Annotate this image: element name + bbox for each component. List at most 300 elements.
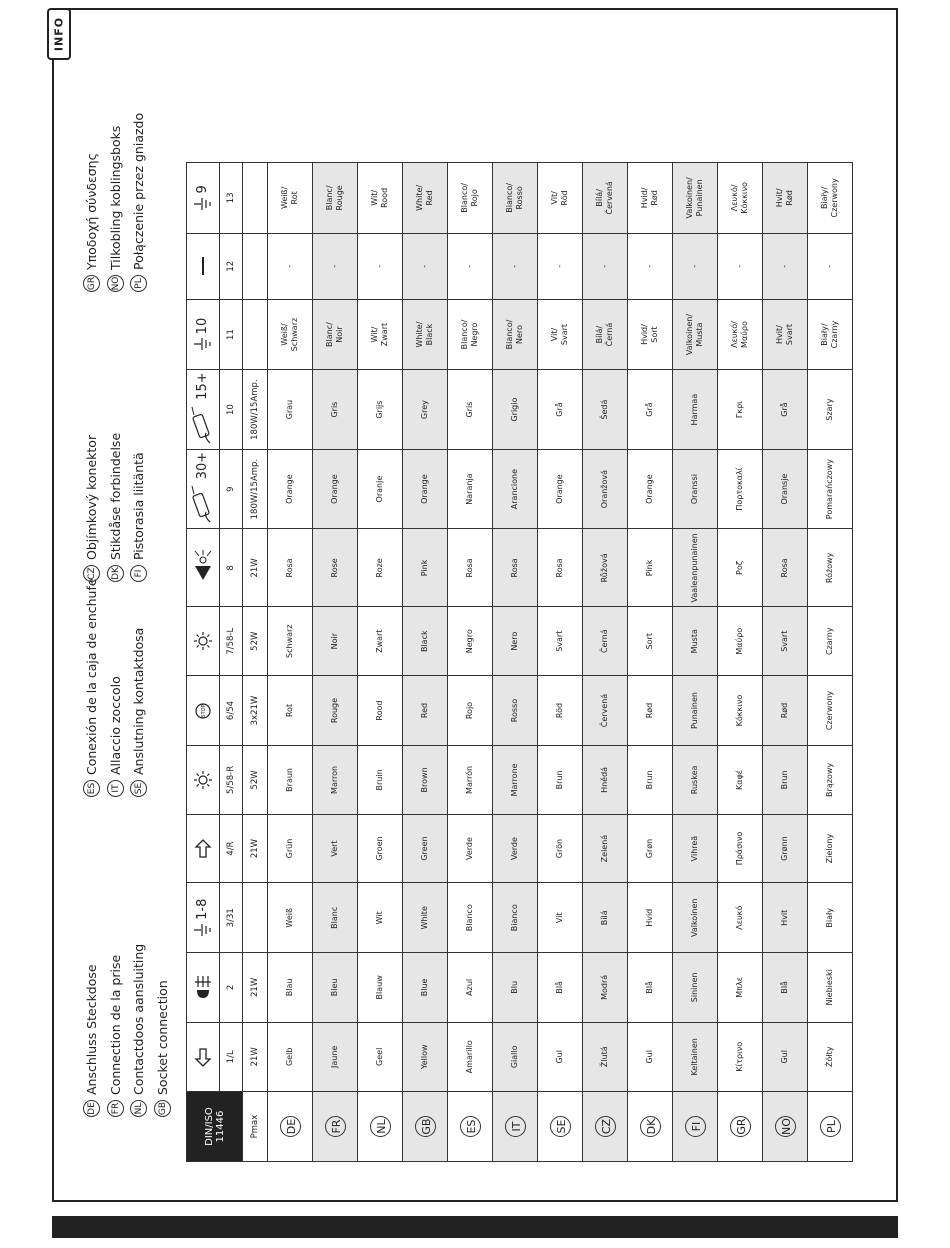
legend-text: Stikdåse forbindelse (107, 432, 123, 560)
color-cell: Ruskea (673, 746, 718, 815)
table-row (358, 163, 403, 1162)
table-corner (187, 1092, 243, 1162)
legend-item (104, 944, 128, 1117)
color-cell: Brązowy (808, 746, 853, 815)
color-cell: Weiß/ Rot (268, 163, 313, 234)
color-cell: Gul (763, 1022, 808, 1092)
pmax-cell (243, 299, 268, 370)
color-cell: Weiß/ Schwarz (268, 299, 313, 370)
color-cell: - (268, 233, 313, 299)
color-cell: Keltainen (673, 1022, 718, 1092)
symbol-label: 10 (195, 317, 210, 335)
sun-icon (193, 630, 213, 652)
symbol-cell (187, 449, 220, 529)
pin-cell: 13 (220, 163, 243, 234)
country-badge: DK (107, 565, 124, 582)
color-cell: - (448, 233, 493, 299)
color-cell: - (763, 233, 808, 299)
pmax-cell: 180W/15Amp. (243, 449, 268, 529)
color-cell: Bílá/ Černá (583, 299, 628, 370)
country-badge: GB (415, 1116, 436, 1137)
stop-light-icon (193, 700, 213, 722)
country-badge: CZ (595, 1116, 616, 1137)
color-cell: Blue (403, 953, 448, 1022)
color-cell: Grå (628, 370, 673, 450)
color-cell: Roze (358, 529, 403, 607)
symbol-cell (187, 746, 220, 815)
color-cell: Sort (628, 607, 673, 676)
legend-text: Tilkobling koblingsboks (107, 125, 123, 270)
rotated-content (0, 112, 950, 1162)
color-cell: Svart (763, 607, 808, 676)
pmax-cell: 180W/15Amp. (243, 370, 268, 450)
color-cell: Black (403, 607, 448, 676)
row-label (538, 1092, 583, 1162)
legend-item (151, 944, 175, 1117)
color-cell: Modrá (583, 953, 628, 1022)
color-cell: Grey (403, 370, 448, 450)
color-cell: Λευκό (718, 883, 763, 953)
legend-text: Connection de la prise (107, 954, 123, 1095)
color-cell: Rot (268, 675, 313, 745)
color-cell: Červená (583, 675, 628, 745)
row-label (718, 1092, 763, 1162)
color-cell: Λευκό/ Κόκκινο (718, 163, 763, 234)
pin-cell: 8 (220, 529, 243, 607)
bottom-bar (52, 1216, 898, 1238)
info-tab: INFO (47, 8, 71, 60)
color-cell: Rosa (538, 529, 583, 607)
color-cell: White (403, 883, 448, 953)
color-cell: Rosa (493, 529, 538, 607)
color-cell: Brown (403, 746, 448, 815)
country-badge: PL (820, 1116, 841, 1137)
row-label (493, 1092, 538, 1162)
wiring-table (186, 162, 853, 1162)
symbol-label: 1-8 (195, 898, 210, 920)
color-cell: Grønn (763, 814, 808, 883)
legend-item (80, 578, 104, 797)
arrow-left-icon (193, 1046, 213, 1068)
color-cell: Hvit/ Rød (763, 163, 808, 234)
country-badge: NO (775, 1116, 796, 1137)
color-cell: Brun (628, 746, 673, 815)
color-cell: Grå (763, 370, 808, 450)
color-cell: Orange (268, 449, 313, 529)
color-cell: Yellow (403, 1022, 448, 1092)
table-row (313, 163, 358, 1162)
color-cell: Grå (538, 370, 583, 450)
pin-row (220, 163, 243, 1162)
color-cell: Κίτρινο (718, 1022, 763, 1092)
plug-15-icon (190, 403, 216, 447)
color-cell: Bianco/ Nero (493, 299, 538, 370)
color-cell: - (313, 233, 358, 299)
legend-group (80, 944, 174, 1117)
color-cell: Zelená (583, 814, 628, 883)
table-row (538, 163, 583, 1162)
color-cell: Różowy (808, 529, 853, 607)
pmax-cell (243, 163, 268, 234)
row-label (403, 1092, 448, 1162)
color-cell: Svart (538, 607, 583, 676)
color-cell: Rosso (493, 675, 538, 745)
pin-cell: 12 (220, 233, 243, 299)
color-cell: Bleu (313, 953, 358, 1022)
country-badge: SE (130, 780, 147, 797)
country-badge: DE (280, 1116, 301, 1137)
legend-item (80, 113, 104, 292)
color-cell: Czarny (808, 607, 853, 676)
color-cell: Orange (313, 449, 358, 529)
color-cell: Grön (538, 814, 583, 883)
symbol-cell (187, 1022, 220, 1092)
color-cell: Ροζ (718, 529, 763, 607)
row-label (448, 1092, 493, 1162)
legend-text: Socket connection (154, 980, 170, 1095)
ground-icon (192, 923, 214, 937)
color-cell: Rosa (448, 529, 493, 607)
color-cell: Braun (268, 746, 313, 815)
pmax-cell: 21W (243, 953, 268, 1022)
color-cell: Grün (268, 814, 313, 883)
color-cell: Gul (538, 1022, 583, 1092)
color-cell: Wit/ Zwart (358, 299, 403, 370)
color-cell: Żółty (808, 1022, 853, 1092)
color-cell: Pink (628, 529, 673, 607)
color-cell: Marrón (448, 746, 493, 815)
legend-item (127, 113, 151, 292)
color-cell: Red (403, 675, 448, 745)
pmax-label: Pmax (243, 1092, 268, 1162)
legend-item (104, 578, 128, 797)
table-row (448, 163, 493, 1162)
color-cell: Καφέ (718, 746, 763, 815)
country-badge: NO (107, 275, 124, 292)
color-cell: Vaaleanpunainen (673, 529, 718, 607)
color-cell: Vit (538, 883, 583, 953)
country-badge: FI (685, 1116, 706, 1137)
pmax-cell: 21W (243, 1022, 268, 1092)
color-cell: Wit (358, 883, 403, 953)
color-cell: Brun (763, 746, 808, 815)
pin-cell: 6/54 (220, 675, 243, 745)
color-cell: Verde (493, 814, 538, 883)
color-cell: Oranžová (583, 449, 628, 529)
color-cell: Valkoinen/ Punainen (673, 163, 718, 234)
table-row (628, 163, 673, 1162)
color-cell: Κόκκινο (718, 675, 763, 745)
country-badge: FI (130, 565, 147, 582)
color-cell: Röd (538, 675, 583, 745)
symbol-cell (187, 607, 220, 676)
color-cell: - (358, 233, 403, 299)
color-cell: Μαύρο (718, 607, 763, 676)
pmax-cell: 52W (243, 607, 268, 676)
row-label (268, 1092, 313, 1162)
color-cell: - (493, 233, 538, 299)
color-cell: Bruin (358, 746, 403, 815)
color-cell: Γκρι (718, 370, 763, 450)
color-cell: Μπλε (718, 953, 763, 1022)
color-cell: Niebieski (808, 953, 853, 1022)
country-badge: GR (730, 1116, 751, 1137)
color-cell: Bianco/ Rosso (493, 163, 538, 234)
pmax-cell (243, 883, 268, 953)
color-cell: Pink (403, 529, 448, 607)
country-badge: FR (107, 1100, 124, 1117)
color-cell: Arancione (493, 449, 538, 529)
legend-item (127, 944, 151, 1117)
color-cell: Hnědá (583, 746, 628, 815)
arrow-right-icon (193, 838, 213, 860)
country-badge: GR (83, 275, 100, 292)
color-cell: Pomarańczowy (808, 449, 853, 529)
ground-icon (192, 337, 214, 351)
color-cell: Zwart (358, 607, 403, 676)
pin-cell: 11 (220, 299, 243, 370)
color-cell: Grigio (493, 370, 538, 450)
legend-text: Υποδοχή σύνδεσης (84, 153, 100, 270)
legend-item (127, 433, 151, 582)
color-cell: Rosa (763, 529, 808, 607)
color-cell: Oranssi (673, 449, 718, 529)
color-cell: Amarillo (448, 1022, 493, 1092)
pmax-cell: 3x21W (243, 675, 268, 745)
color-cell: - (673, 233, 718, 299)
row-label (763, 1092, 808, 1162)
symbol-cell (187, 233, 220, 299)
table-row (808, 163, 853, 1162)
color-cell: Rød (628, 675, 673, 745)
color-cell: Grøn (628, 814, 673, 883)
ground-icon (192, 197, 214, 211)
row-label (628, 1092, 673, 1162)
color-cell: Brun (538, 746, 583, 815)
pin-cell: 10 (220, 370, 243, 450)
color-cell: Punainen (673, 675, 718, 745)
table-row (673, 163, 718, 1162)
color-cell: Vit/ Svart (538, 299, 583, 370)
color-cell: Orange (628, 449, 673, 529)
pin-cell: 2 (220, 953, 243, 1022)
color-cell: Rouge (313, 675, 358, 745)
fog-light-icon (193, 972, 213, 1002)
color-cell: Marrone (493, 746, 538, 815)
color-cell: Bianco (493, 883, 538, 953)
country-badge: DK (640, 1116, 661, 1137)
color-cell: Blu (493, 953, 538, 1022)
pin-cell: 7/58-L (220, 607, 243, 676)
legend-text: Pistorasia liitäntä (131, 452, 147, 560)
color-cell: Blå (628, 953, 673, 1022)
dash-icon (193, 254, 213, 278)
row-label (808, 1092, 853, 1162)
color-cell: Wit/ Rood (358, 163, 403, 234)
color-cell: Hvit (763, 883, 808, 953)
color-cell: Bílá (583, 883, 628, 953)
symbol-label: 9 (195, 185, 210, 194)
color-cell: Rosa (268, 529, 313, 607)
color-cell: Gul (628, 1022, 673, 1092)
color-cell: Šedá (583, 370, 628, 450)
sun-icon (193, 769, 213, 791)
country-badge: DE (83, 1100, 100, 1117)
color-cell: Zielony (808, 814, 853, 883)
pmax-cell (243, 233, 268, 299)
color-cell: Valkoinen (673, 883, 718, 953)
country-badge: FR (325, 1116, 346, 1137)
color-cell: Grau (268, 370, 313, 450)
table-row (493, 163, 538, 1162)
symbol-row (187, 163, 220, 1162)
plug-30-icon (190, 482, 216, 526)
legend-text: Anslutning kontaktdosa (131, 627, 147, 775)
color-cell: Hvit/ Svart (763, 299, 808, 370)
table-row (718, 163, 763, 1162)
color-cell: Verde (448, 814, 493, 883)
color-cell: Blauw (358, 953, 403, 1022)
country-badge: PL (130, 275, 147, 292)
pmax-row (243, 163, 268, 1162)
color-cell: Gris (448, 370, 493, 450)
symbol-cell (187, 814, 220, 883)
color-cell: Blanc/ Noir (313, 299, 358, 370)
legend-group (80, 113, 151, 292)
country-badge: NL (370, 1116, 391, 1137)
color-cell: Jaune (313, 1022, 358, 1092)
symbol-label: 15+ (195, 372, 210, 400)
symbol-cell (187, 370, 220, 450)
color-cell: Szary (808, 370, 853, 450)
symbol-cell (187, 529, 220, 607)
color-cell: Bílá/ Červená (583, 163, 628, 234)
row-label (358, 1092, 403, 1162)
row-label (313, 1092, 358, 1162)
pmax-cell: 52W (243, 746, 268, 815)
pmax-cell: 21W (243, 814, 268, 883)
color-cell: Blå (538, 953, 583, 1022)
color-cell: Azul (448, 953, 493, 1022)
color-cell: Orange (403, 449, 448, 529)
symbol-cell (187, 163, 220, 234)
color-cell: Blau (268, 953, 313, 1022)
color-cell: Blanco (448, 883, 493, 953)
color-cell: Geel (358, 1022, 403, 1092)
color-cell: Πορτοκαλί (718, 449, 763, 529)
legend-text: Anschluss Steckdose (84, 964, 100, 1095)
pin-cell: 9 (220, 449, 243, 529)
color-cell: Blanc (313, 883, 358, 953)
color-cell: Gelb (268, 1022, 313, 1092)
color-cell: Biały (808, 883, 853, 953)
country-badge: SE (550, 1116, 571, 1137)
color-cell: Rood (358, 675, 403, 745)
pmax-cell: 21W (243, 529, 268, 607)
row-label (583, 1092, 628, 1162)
color-cell: - (628, 233, 673, 299)
color-cell: Negro (448, 607, 493, 676)
color-cell: White/ Black (403, 299, 448, 370)
color-cell: Vihreä (673, 814, 718, 883)
svg-text:STOP: STOP (201, 703, 207, 718)
pin-cell: 5/58-R (220, 746, 243, 815)
color-cell: Nero (493, 607, 538, 676)
color-cell: Blanco/ Rojo (448, 163, 493, 234)
country-badge: NL (130, 1100, 147, 1117)
color-cell: Harmaa (673, 370, 718, 450)
color-cell: Czerwony (808, 675, 853, 745)
color-cell: Marron (313, 746, 358, 815)
reverse-light-icon (190, 548, 216, 588)
color-cell: Hvid/ Rød (628, 163, 673, 234)
color-cell: White/ Red (403, 163, 448, 234)
color-cell: Hvid/ Sort (628, 299, 673, 370)
country-badge: ES (83, 780, 100, 797)
legend-item (80, 944, 104, 1117)
symbol-cell (187, 299, 220, 370)
color-cell: Λευκό/ Μαύρο (718, 299, 763, 370)
color-cell: Biały/ Czerwony (808, 163, 853, 234)
color-cell: Blanco/ Negro (448, 299, 493, 370)
color-cell: Hvid (628, 883, 673, 953)
color-cell: - (538, 233, 583, 299)
color-cell: Orange (538, 449, 583, 529)
legend-item (127, 578, 151, 797)
legend-item (80, 433, 104, 582)
legend-group (80, 578, 151, 797)
table-row (403, 163, 448, 1162)
row-label (673, 1092, 718, 1162)
country-badge: IT (107, 780, 124, 797)
symbol-cell (187, 883, 220, 953)
color-cell: Noir (313, 607, 358, 676)
color-cell: Giallo (493, 1022, 538, 1092)
color-cell: Růžová (583, 529, 628, 607)
color-cell: Oranje (358, 449, 403, 529)
country-badge: GB (154, 1100, 171, 1117)
color-cell: - (403, 233, 448, 299)
color-cell: Vit/ Röd (538, 163, 583, 234)
color-cell: Schwarz (268, 607, 313, 676)
color-cell: - (583, 233, 628, 299)
legend-text: Allaccio zoccolo (107, 676, 123, 775)
color-cell: Grijs (358, 370, 403, 450)
color-cell: Green (403, 814, 448, 883)
color-cell: Černá (583, 607, 628, 676)
legend-item (104, 433, 128, 582)
color-cell: Rød (763, 675, 808, 745)
symbol-cell (187, 675, 220, 745)
table-row (763, 163, 808, 1162)
color-cell: Valkoinen/ Musta (673, 299, 718, 370)
color-cell: Weiß (268, 883, 313, 953)
color-cell: Blå (763, 953, 808, 1022)
country-badge: CZ (83, 565, 100, 582)
color-cell: - (718, 233, 763, 299)
country-badge: IT (505, 1116, 526, 1137)
color-cell: Gris (313, 370, 358, 450)
pin-cell: 3/31 (220, 883, 243, 953)
color-cell: Biały/ Czarny (808, 299, 853, 370)
legend-text: Contactdoos aansluiting (131, 943, 147, 1095)
color-cell: Sininen (673, 953, 718, 1022)
pin-cell: 1/L (220, 1022, 243, 1092)
color-cell: Naranja (448, 449, 493, 529)
legend-item (104, 113, 128, 292)
corner-label: DIN/ISO 11446 (203, 1107, 226, 1146)
color-cell: Vert (313, 814, 358, 883)
